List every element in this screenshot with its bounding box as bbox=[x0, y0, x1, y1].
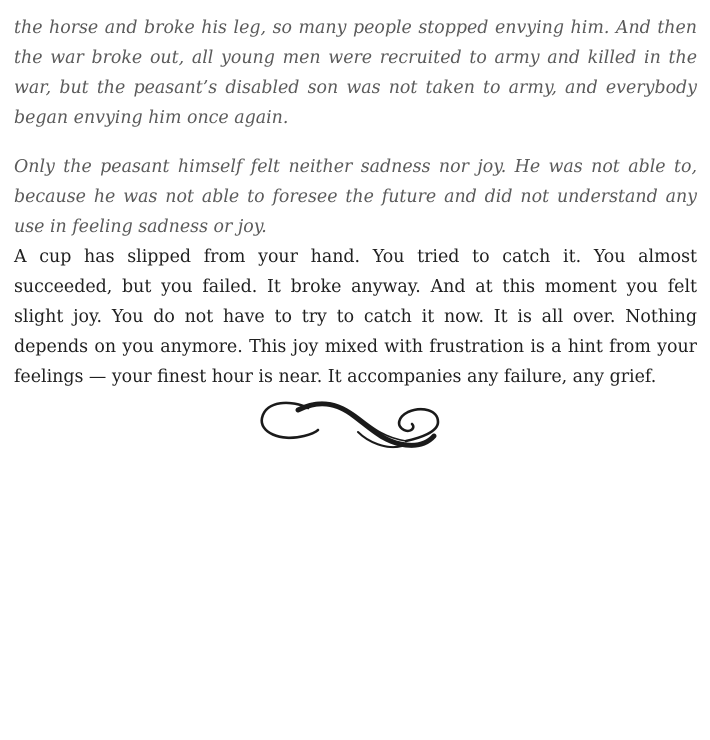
quote-paragraph-2: Only the peasant himself felt neither sadness nor joy. He was not able to, because he was not able to foresee the future and did not understand any use in feeling sadness or joy. bbox=[14, 157, 697, 237]
quote-paragraph-1: the horse and broke his leg, so many people stopped envying him. And then the war broke out, all young men were recruited to army and killed in the war, but the peasant’s disabled son was not taken to army, and everybody began envying him once again. bbox=[14, 18, 697, 128]
body-paragraph: A cup has slipped from your hand. You tried to catch it. You almost succeeded, but you failed. It broke anyway. And at this moment you felt slight joy. You do not have to try to catch it now. It is all over. Nothing depends on you anymore. This joy mixed with frustration is a hint from your feelings — your finest hour is near. It accompanies any failure, any grief. bbox=[14, 247, 697, 387]
flourish-divider-icon bbox=[258, 396, 442, 454]
